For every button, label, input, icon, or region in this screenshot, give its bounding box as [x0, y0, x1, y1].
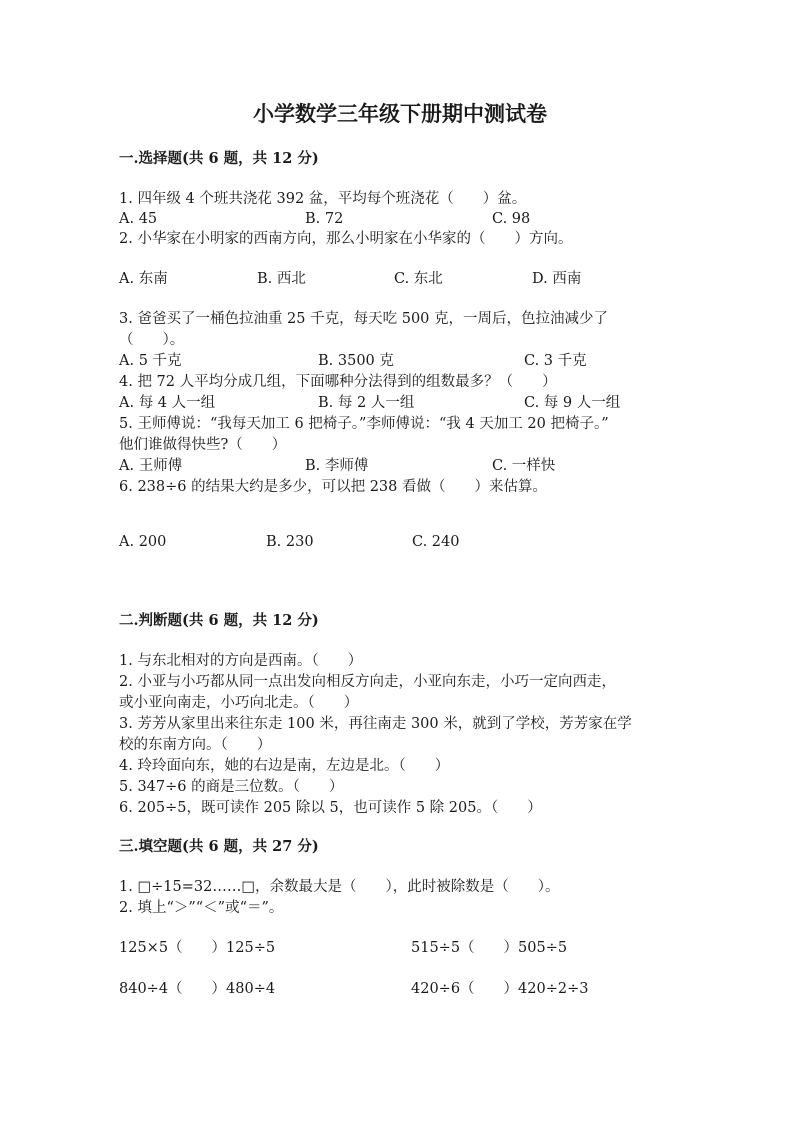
- question-text: 2. 小亚与小巧都从同一点出发向相反方向走，小亚向东走，小巧一定向西走，: [119, 674, 616, 690]
- question-text: 3. 爸爸买了一桶色拉油重 25 千克，每天吃 500 克，一周后，色拉油减少了: [119, 311, 609, 327]
- option-c: C. 东北: [394, 271, 443, 287]
- option-a: A. 5 千克: [119, 353, 182, 369]
- option-a: A. 每 4 人一组: [119, 395, 216, 411]
- page-title: 小学数学三年级下册期中测试卷: [253, 101, 547, 126]
- option-b: B. 李师傅: [305, 458, 369, 474]
- option-c: C. 每 9 人一组: [524, 395, 621, 411]
- comparison-item: 125×5（ ）125÷5: [119, 940, 276, 956]
- option-a: A. 45: [119, 211, 158, 227]
- section-heading-judge: 二.判断题(共 6 题，共 12 分): [119, 612, 319, 629]
- question-text: 6. 205÷5，既可读作 205 除以 5，也可读作 5 除 205。（ ）: [119, 800, 542, 816]
- question-text: 4. 玲玲面向东，她的右边是南，左边是北。（ ）: [119, 758, 450, 774]
- question-text-cont: 或小亚向南走，小巧向北走。（ ）: [119, 695, 359, 711]
- question-text-cont: 校的东南方向。（ ）: [119, 737, 272, 753]
- option-b: B. 230: [266, 534, 314, 550]
- question-text: 1. □÷15=32……□，余数最大是（ ），此时被除数是（ ）。: [119, 879, 560, 895]
- question-text: 2. 填上“＞”“＜”或“＝”。: [119, 900, 284, 916]
- question-text: 2. 小华家在小明家的西南方向，那么小明家在小华家的（ ）方向。: [119, 231, 573, 247]
- option-c: C. 一样快: [492, 458, 556, 474]
- section-heading-choice: 一.选择题(共 6 题，共 12 分): [119, 150, 319, 167]
- question-text: 6. 238÷6 的结果大约是多少，可以把 238 看做（ ）来估算。: [119, 479, 547, 495]
- option-d: D. 西南: [532, 271, 582, 287]
- option-b: B. 西北: [257, 271, 306, 287]
- section-heading-fill: 三.填空题(共 6 题，共 27 分): [119, 838, 319, 855]
- question-text: 1. 与东北相对的方向是西南。（ ）: [119, 653, 363, 669]
- option-a: A. 200: [119, 534, 167, 550]
- option-c: C. 3 千克: [524, 353, 587, 369]
- question-text: 3. 芳芳从家里出来往东走 100 米，再往南走 300 米，就到了学校，芳芳家在学: [119, 716, 632, 732]
- comparison-item: 515÷5（ ）505÷5: [411, 940, 568, 956]
- option-b: B. 72: [305, 211, 344, 227]
- option-c: C. 240: [412, 534, 460, 550]
- comparison-item: 840÷4（ ）480÷4: [119, 981, 276, 997]
- comparison-item: 420÷6（ ）420÷2÷3: [411, 981, 589, 997]
- question-text: 4. 把 72 人平均分成几组，下面哪种分法得到的组数最多？（ ）: [119, 374, 557, 390]
- question-text: 5. 347÷6 的商是三位数。（ ）: [119, 779, 344, 795]
- question-text-cont: 他们谁做得快些?（ ）: [119, 437, 287, 453]
- option-c: C. 98: [492, 211, 531, 227]
- option-a: A. 王师傅: [119, 458, 183, 474]
- question-text-cont: （ ）。: [119, 332, 185, 348]
- option-b: B. 3500 克: [318, 353, 394, 369]
- option-b: B. 每 2 人一组: [318, 395, 415, 411]
- option-a: A. 东南: [119, 271, 168, 287]
- question-text: 1. 四年级 4 个班共浇花 392 盆，平均每个班浇花（ ）盆。: [119, 191, 527, 207]
- question-text: 5. 王师傅说：“我每天加工 6 把椅子。”李师傅说：“我 4 天加工 20 把椅子。”: [119, 416, 609, 432]
